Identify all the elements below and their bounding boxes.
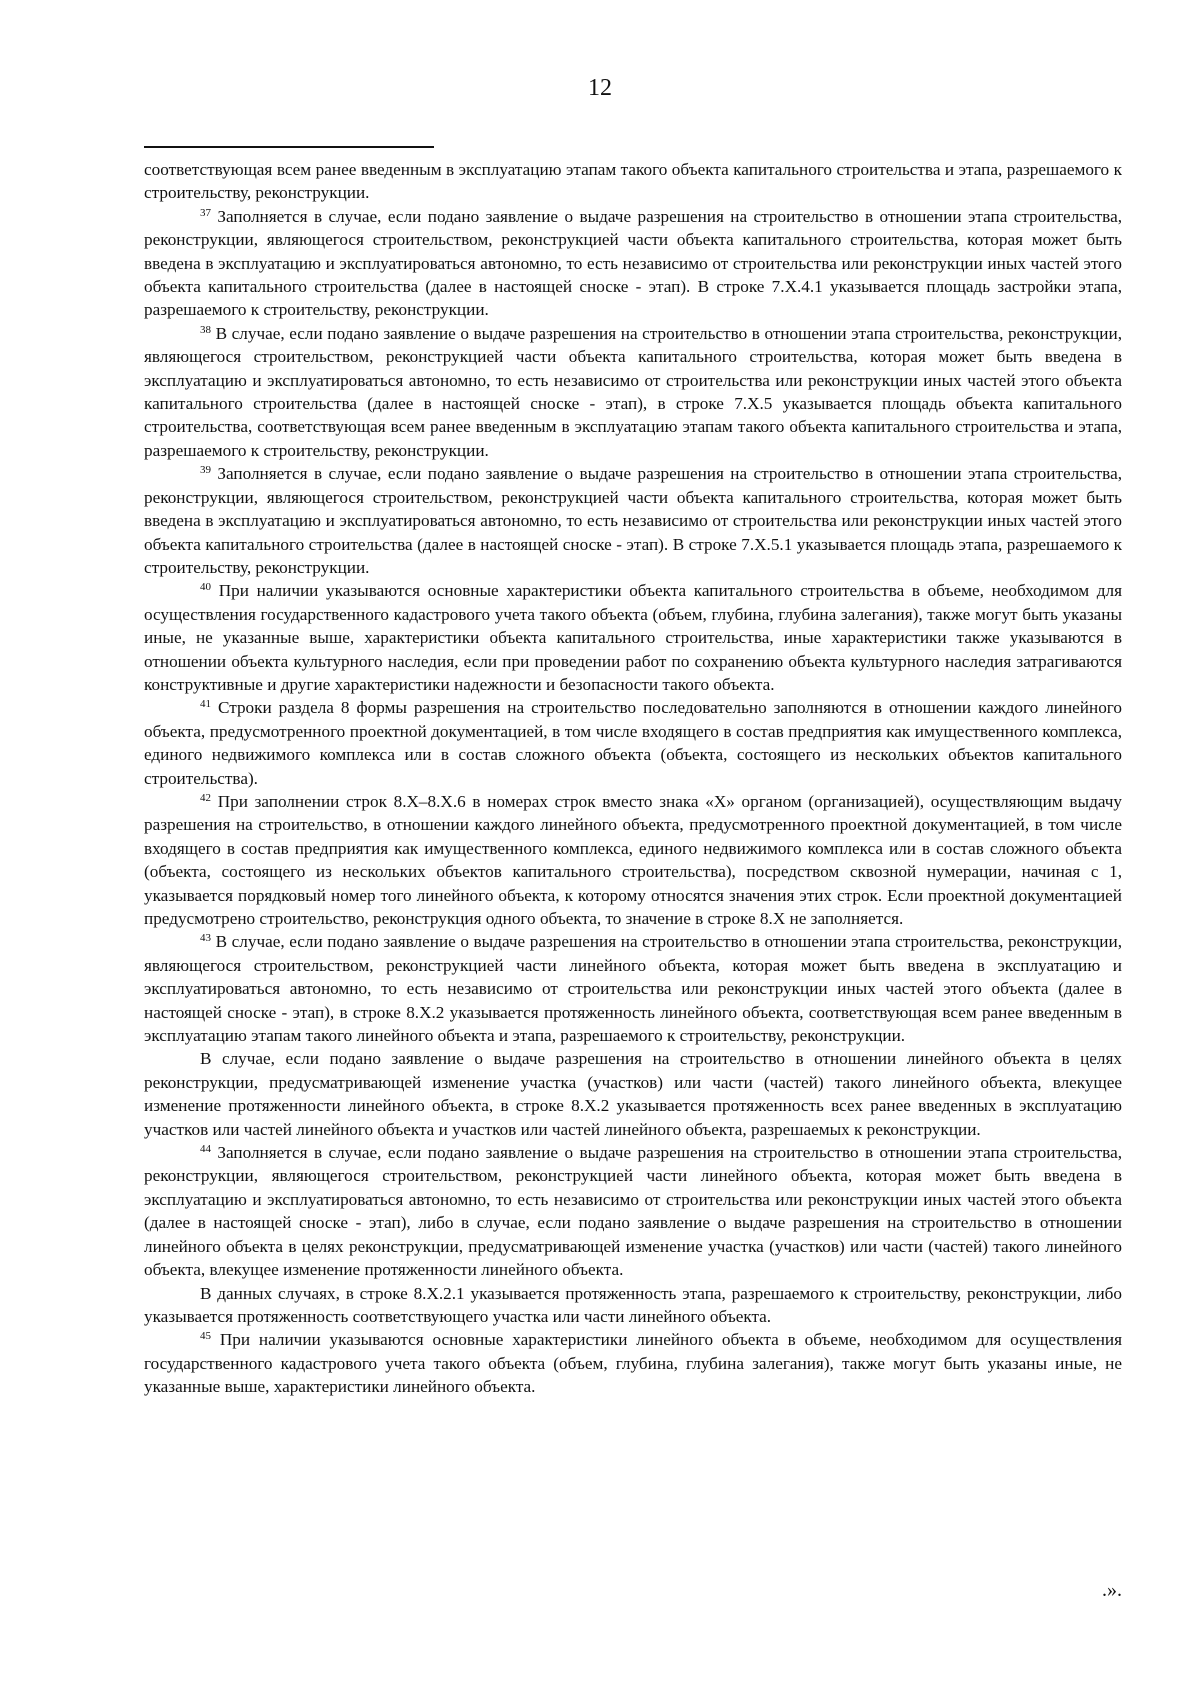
footnote-text: При наличии указываются основные характеристики линейного объекта в объеме, необходимом для осуществления государственного кадастрового учета такого объекта (объем, глубина, глубина залегания), также могут быть указаны иные, не указанные выше, характеристики линейного объекта.	[144, 1330, 1122, 1397]
footnote-number: 38	[200, 323, 211, 336]
footnote-39	[144, 462, 1122, 579]
footnote-list	[144, 205, 1122, 1399]
footnote-number: 39	[200, 464, 211, 477]
footnote-number: 42	[200, 791, 211, 804]
footnote-continuation: соответствующая всем ранее введенным в эксплуатацию этапам такого объекта капитального строительства и этапа, разрешаемого к строительству, реконструкции.	[144, 160, 1122, 203]
footnote-40	[144, 579, 1122, 696]
footnote-paragraph	[144, 1047, 1122, 1141]
footnote-text: В случае, если подано заявление о выдаче разрешения на строительство в отношении линейного объекта в целях реконструкции, предусматривающей изменение участка (участков) или части (частей) такого линейного объекта, влекущее изменение протяженности линейного объекта, в строке 8.X.2 указывается протяженность всех ранее введенных в эксплуатацию участков или частей линейного объекта и участков или частей линейного объекта, разрешаемых к реконструкции.	[144, 1049, 1122, 1139]
footnote-number: 44	[200, 1143, 211, 1156]
page-number: 12	[588, 75, 612, 101]
footnote-text: При заполнении строк 8.X–8.X.6 в номерах строк вместо знака «X» органом (организацией), осуществляющим выдачу разрешения на строительство, в отношении каждого линейного объекта, предусмотренного проектной документацией, в том числе входящего в состав предприятия как имущественного комплекса, единого недвижимого комплекса или в состав сложного объекта (объекта, состоящего из нескольких объектов капитального строительства), посредством сквозной нумерации, начиная с 1, указывается порядковый номер того линейного объекта, к которому относятся значения этих строк. Если проектной документацией предусмотрено строительство, реконструкция одного объекта, то значение в строке 8.X не заполняется.	[144, 791, 1122, 928]
closing-mark: .».	[1102, 1579, 1122, 1601]
footnote-separator	[144, 146, 434, 148]
footnotes-section	[144, 158, 1122, 1399]
footnote-text: При наличии указываются основные характеристики объекта капитального строительства в объеме, необходимом для осуществления государственного кадастрового учета такого объекта (объем, глубина, глубина залегания), также могут быть указаны иные, не указанные выше, характеристики объекта капитального строительства, иные характеристики также указываются в отношении объекта культурного наследия, если при проведении работ по сохранению объекта культурного наследия затрагиваются конструктивные и другие характеристики надежности и безопасности такого объекта.	[144, 581, 1122, 694]
footnote-text: Строки раздела 8 формы разрешения на строительство последовательно заполняются в отношении каждого линейного объекта, предусмотренного проектной документацией, в том числе входящего в состав предприятия как имущественного комплекса, единого недвижимого комплекса или в состав сложного объекта (объекта, состоящего из нескольких объектов капитального строительства).	[144, 698, 1123, 788]
footnote-42	[144, 790, 1122, 930]
footnote-text: В данных случаях, в строке 8.X.2.1 указывается протяженность этапа, разрешаемого к строительству, реконструкции, либо указывается протяженность соответствующего участка или части линейного объекта.	[144, 1283, 1122, 1326]
footnote-number: 41	[200, 698, 211, 711]
footnote-text: Заполняется в случае, если подано заявление о выдаче разрешения на строительство в отношении этапа строительства, реконструкции, являющегося строительством, реконструкцией части линейного объекта, которая может быть введена в эксплуатацию и эксплуатироваться автономно, то есть независимо от строительства или реконструкции иных частей этого объекта (далее в настоящей сноске - этап), либо в случае, если подано заявление о выдаче разрешения на строительство в отношении линейного объекта в целях реконструкции, предусматривающей изменение участка (участков) или части (частей) такого линейного объекта, влекущее изменение протяженности линейного объекта.	[144, 1143, 1122, 1280]
footnote-text: Заполняется в случае, если подано заявление о выдаче разрешения на строительство в отношении этапа строительства, реконструкции, являющегося строительством, реконструкцией части объекта капитального строительства, которая может быть введена в эксплуатацию и эксплуатироваться автономно, то есть независимо от строительства или реконструкции иных частей этого объекта капитального строительства (далее в настоящей сноске - этап). В строке 7.X.5.1 указывается площадь этапа, разрешаемого к строительству, реконструкции.	[144, 464, 1122, 577]
footnote-number: 45	[200, 1330, 211, 1343]
footnote-text: В случае, если подано заявление о выдаче разрешения на строительство в отношении этапа строительства, реконструкции, являющегося строительством, реконструкцией части линейного объекта, которая может быть введена в эксплуатацию и эксплуатироваться автономно, то есть независимо от строительства или реконструкции иных частей этого объекта (далее в настоящей сноске - этап), в строке 8.X.2 указывается протяженность линейного объекта, соответствующая всем ранее введенным в эксплуатацию этапам такого линейного объекта и этапа, разрешаемого к строительству, реконструкции.	[144, 932, 1122, 1046]
footnote-number: 37	[200, 206, 211, 219]
footnote-text: В случае, если подано заявление о выдаче разрешения на строительство в отношении этапа строительства, реконструкции, являющегося строительством, реконструкцией части объекта капитального строительства, которая может быть введена в эксплуатацию и эксплуатироваться автономно, то есть независимо от строительства или реконструкции иных частей этого объекта капитального строительства (далее в настоящей сноске - этап), в строке 7.X.5 указывается площадь объекта капитального строительства, соответствующая всем ранее введенным в эксплуатацию этапам такого объекта капитального строительства и этапа, разрешаемого к строительству, реконструкции.	[144, 323, 1122, 460]
footnote-41	[144, 696, 1122, 790]
footnote-number: 40	[200, 581, 211, 594]
footnote-45	[144, 1328, 1122, 1398]
footnote-text: Заполняется в случае, если подано заявление о выдаче разрешения на строительство в отношении этапа строительства, реконструкции, являющегося строительством, реконструкцией части объекта капитального строительства, которая может быть введена в эксплуатацию и эксплуатироваться автономно, то есть независимо от строительства или реконструкции иных частей этого объекта капитального строительства (далее в настоящей сноске - этап). В строке 7.X.4.1 указывается площадь застройки этапа, разрешаемого к строительству, реконструкции.	[144, 206, 1122, 320]
footnote-44	[144, 1141, 1122, 1281]
footnote-38	[144, 322, 1122, 462]
footnote-37	[144, 205, 1122, 322]
footnote-43	[144, 930, 1122, 1047]
footnote-paragraph	[144, 1282, 1122, 1329]
footnote-number: 43	[200, 932, 211, 945]
